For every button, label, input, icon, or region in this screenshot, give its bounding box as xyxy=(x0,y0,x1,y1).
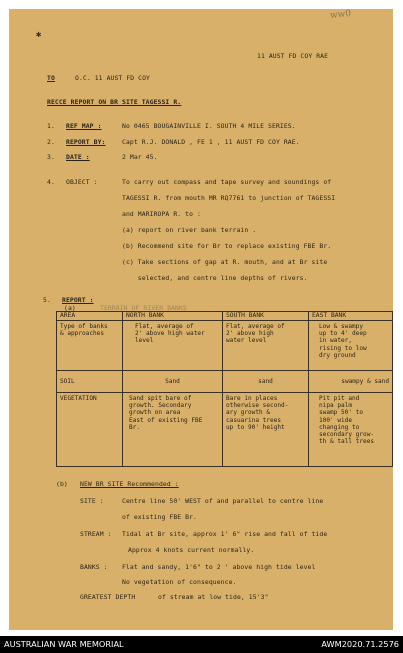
table-cell: Type of banks & approaches xyxy=(57,321,123,371)
column-header: SOUTH BANK xyxy=(223,312,309,321)
item-value: No 0465 BOUGAINVILLE I. SOUTH 4 MILE SERIES. xyxy=(122,122,296,130)
table-cell: Sand spit bare of growth. Secondary growth on area East of existing FBE Br. xyxy=(123,393,223,467)
table-title: TERRAIN OF RIVER BANKS xyxy=(100,304,187,312)
table-cell: Low & swampy up to 4' deep in water, rising to low dry ground xyxy=(309,321,393,371)
report-label: REPORT : xyxy=(62,296,94,304)
new-site-text: No vegetation of consequence. xyxy=(122,578,237,586)
table-cell: swampy & sand xyxy=(309,371,393,393)
archive-name: AUSTRALIAN WAR MEMORIAL xyxy=(4,639,124,649)
new-site-text: of existing FBE Br. xyxy=(122,513,198,521)
table-row xyxy=(57,393,393,467)
table-cell: Bare in places otherwise second- ary growth & casuarina trees up to 90' height xyxy=(223,393,309,467)
column-header: AREA xyxy=(57,312,123,321)
table-header-row xyxy=(57,312,393,321)
pencil-annotation: ww0 xyxy=(329,8,352,22)
to-value: O.C. 11 AUST FD COY xyxy=(75,74,151,82)
report-number: 5. xyxy=(43,296,51,304)
header-unit: 11 AUST FD COY RAE xyxy=(257,52,329,60)
object-line: selected, and centre line depths of rivers. xyxy=(122,274,308,282)
new-site-text: Flat and sandy, 1'6" to 2 ' above high tide level xyxy=(122,563,316,571)
archive-reference: AWM2020.71.2576 xyxy=(321,639,399,649)
new-site-label: GREATEST DEPTH xyxy=(80,593,136,601)
new-site-text: of stream at low tide, 15'3" xyxy=(158,593,269,601)
item-number: 1. xyxy=(47,122,55,130)
item-value: Capt R.J. DONALD , FE 1 , 11 AUST FD COY RAE. xyxy=(122,138,300,146)
new-site-title: NEW BR SITE Recommended : xyxy=(80,480,179,488)
item-number: 2. xyxy=(47,138,55,146)
table-cell: sand xyxy=(223,371,309,393)
new-site-text: Centre line 50' WEST of and parallel to centre line xyxy=(122,497,324,505)
report-sub-a: (a) xyxy=(64,304,76,312)
table-cell: Sand xyxy=(123,371,223,393)
table-cell: Flat, average of 2' above high water level xyxy=(123,321,223,371)
table-cell: Flat, average of 2' above high water level xyxy=(223,321,309,371)
object-line: To carry out compass and tape survey and soundings of xyxy=(122,178,332,186)
item-label: DATE : xyxy=(66,153,90,161)
object-line: (a) report on river bank terrain . xyxy=(122,226,257,234)
column-header: NORTH BANK xyxy=(123,312,223,321)
new-site-text: Approx 4 knots current normally. xyxy=(128,546,255,554)
new-site-label: STREAM : xyxy=(80,530,112,538)
item-label: REPORT BY: xyxy=(66,138,106,146)
table-cell: SOIL xyxy=(57,371,123,393)
subject-line: RECCE REPORT ON BR SITE TAGESSI R. xyxy=(47,98,182,106)
object-line: (b) Recommend site for Br to replace existing FBE Br. xyxy=(122,242,332,250)
item-label: REF MAP : xyxy=(66,122,102,130)
object-label: OBJECT : xyxy=(66,178,98,186)
terrain-table xyxy=(56,311,393,467)
object-line: and MARIROPA R. to : xyxy=(122,210,201,218)
new-site-text: Tidal at Br site, approx 1' 6" rise and fall of tide xyxy=(122,530,328,538)
table-cell: VEGETATION xyxy=(57,393,123,467)
item-value: 2 Mar 45. xyxy=(122,153,158,161)
object-line: TAGESSI R. from mouth MR RQ7761 to junction of TAGESSI xyxy=(122,194,336,202)
table-row xyxy=(57,371,393,393)
new-site-sub-b: (b) xyxy=(56,480,68,488)
new-site-label: SITE : xyxy=(80,497,104,505)
table-row xyxy=(57,321,393,371)
object-number: 4. xyxy=(47,178,55,186)
item-number: 3. xyxy=(47,153,55,161)
to-label: TO xyxy=(47,74,55,82)
new-site-label: BANKS : xyxy=(80,563,108,571)
table-cell: Pit pit and nipa palm swamp 50' to 100' wide changing to secondary grow- th & tall trees xyxy=(309,393,393,467)
archive-footer xyxy=(0,636,403,653)
column-header: EAST BANK xyxy=(309,312,393,321)
object-line: (c) Take sections of gap at R. mouth, and at Br site xyxy=(122,258,328,266)
ink-mark: ✱ xyxy=(36,30,42,40)
